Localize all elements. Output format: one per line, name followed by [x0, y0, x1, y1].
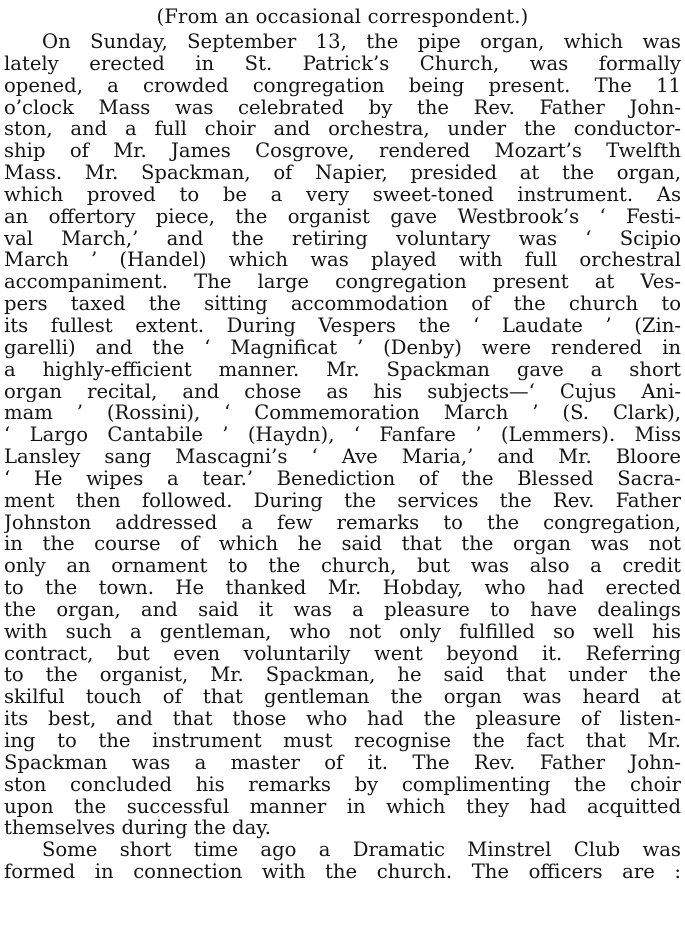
text-line: o’clock Mass was celebrated by the Rev. Father John-	[4, 96, 681, 119]
text-line: ‘ Largo Cantabile ’ (Haydn), ‘ Fanfare ’ (Lemmers). Miss	[4, 424, 681, 447]
text-line: in the course of which he said that the organ was not	[4, 533, 681, 556]
text-line: accompaniment. The large congregation present at Ves-	[4, 271, 681, 294]
text-line: upon the successful manner in which they had acquitted	[4, 795, 681, 818]
text-line: Some short time ago a Dramatic Minstrel Club was	[42, 839, 681, 862]
text-line: val March,’ and the retiring voluntary was ‘ Scipio	[4, 227, 681, 250]
text-line: ing to the instrument must recognise the fact that Mr.	[4, 730, 681, 752]
text-line: which proved to be a very sweet-toned instrument. As	[4, 183, 681, 206]
text-line: an offertory piece, the organist gave Westbrook’s ‘ Festi-	[4, 205, 681, 228]
text-line: On Sunday, September 13, the pipe organ, which was	[42, 31, 681, 53]
byline: (From an occasional correspondent.)	[156, 5, 529, 28]
article-body	[4, 31, 681, 883]
text-line: a highly-efficient manner. Mr. Spackman gave a short	[4, 358, 681, 381]
text-line: March ’ (Handel) which was played with full orchestral	[4, 249, 681, 272]
text-line: its fullest extent. During Vespers the ‘ Laudate ’ (Zin-	[4, 314, 681, 337]
text-line: to the town. He thanked Mr. Hobday, who had erected	[4, 577, 681, 599]
text-line: ship of Mr. James Cosgrove, rendered Mozart’s Twelfth	[4, 140, 681, 163]
text-line: with such a gentleman, who not only fulfilled so well his	[4, 620, 681, 643]
text-line: Johnston addressed a few remarks to the congregation,	[4, 511, 681, 534]
text-line: mam ’ (Rossini), ‘ Commemoration March ’ (S. Clark),	[4, 402, 681, 425]
text-line: its best, and that those who had the pleasure of listen-	[4, 708, 681, 730]
text-line: to the organist, Mr. Spackman, he said that under the	[4, 664, 681, 687]
text-line: formed in connection with the church. The officers are :	[4, 861, 681, 883]
text-line: lately erected in St. Patrick’s Church, was formally	[4, 52, 681, 75]
text-line: Spackman was a master of it. The Rev. Father John-	[4, 751, 681, 774]
text-line: contract, but even voluntarily went beyond it. Referring	[4, 642, 681, 665]
text-line: opened, a crowded congregation being present. The 11	[4, 74, 681, 97]
text-line: ‘ He wipes a tear.’ Benediction of the Blessed Sacra-	[4, 467, 681, 490]
paragraph	[4, 839, 681, 883]
text-line: ston, and a full choir and orchestra, under the conductor-	[4, 118, 681, 141]
text-line: only an ornament to the church, but was also a credit	[4, 555, 681, 578]
text-line: ston concluded his remarks by complimenting the choir	[4, 773, 681, 796]
text-line: skilful touch of that gentleman the organ was heard at	[4, 686, 681, 709]
text-line: ment then followed. During the services the Rev. Father	[4, 489, 681, 512]
text-line: garelli) and the ‘ Magnificat ’ (Denby) were rendered in	[4, 336, 681, 359]
text-line: the organ, and said it was a pleasure to have dealings	[4, 598, 681, 621]
text-line: Mass. Mr. Spackman, of Napier, presided at the organ,	[4, 162, 681, 184]
text-line: organ recital, and chose as his subjects—‘ Cujus Ani-	[4, 380, 681, 403]
paragraph	[4, 31, 681, 839]
text-line: Lansley sang Mascagni’s ‘ Ave Maria,’ and Mr. Bloore	[4, 446, 681, 468]
text-line: pers taxed the sitting accommodation of the church to	[4, 293, 681, 315]
text-line: themselves during the day.	[4, 817, 271, 840]
